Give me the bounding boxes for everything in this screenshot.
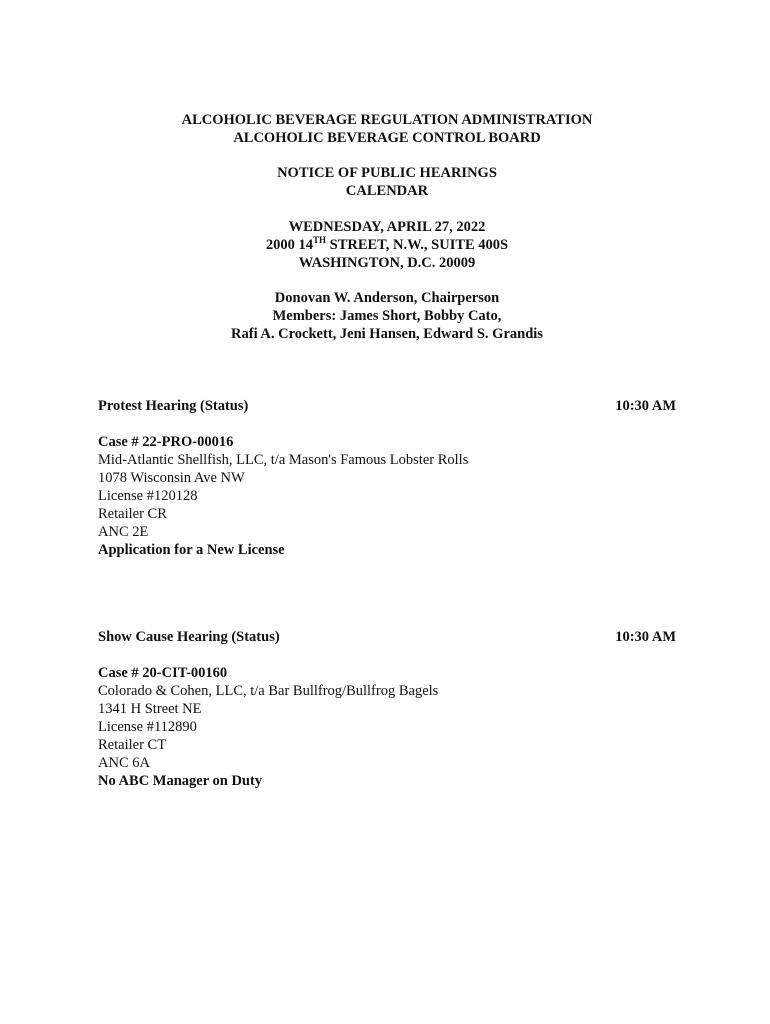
hearing-protest: [98, 397, 676, 559]
board-members: [98, 289, 676, 343]
license-number: License #120128: [98, 488, 198, 504]
address-suffix: STREET, N.W., SUITE 400S: [326, 237, 509, 253]
hearing-matter: Application for a New License: [98, 542, 285, 558]
hearing-matter: No ABC Manager on Duty: [98, 773, 263, 789]
board-line: Donovan W. Anderson, Chairperson: [274, 290, 500, 306]
anc: ANC 2E: [98, 524, 149, 540]
hearing-header: [98, 628, 676, 646]
notice-heading: [98, 164, 676, 200]
anc: ANC 6A: [98, 755, 150, 771]
license-number: License #112890: [98, 719, 197, 735]
org-line: ALCOHOLIC BEVERAGE CONTROL BOARD: [233, 130, 541, 146]
license-class: Retailer CR: [98, 506, 167, 522]
org-line: ALCOHOLIC BEVERAGE REGULATION ADMINISTRATION: [181, 112, 593, 128]
address-prefix: 2000 14: [265, 237, 313, 253]
hearing-type: Show Cause Hearing (Status): [98, 629, 280, 645]
notice-line: CALENDAR: [345, 183, 429, 199]
board-line: Members: James Short, Bobby Cato,: [272, 308, 502, 324]
notice-line: NOTICE OF PUBLIC HEARINGS: [277, 165, 497, 181]
case-number: Case # 22-PRO-00016: [98, 434, 234, 450]
licensee-name: Colorado & Cohen, LLC, t/a Bar Bullfrog/Bullfrog Bagels: [98, 683, 439, 699]
hearing-city: WASHINGTON, D.C. 20009: [298, 255, 476, 271]
licensee-name: Mid-Atlantic Shellfish, LLC, t/a Mason's Famous Lobster Rolls: [98, 452, 469, 468]
licensee-address: 1341 H Street NE: [98, 701, 202, 717]
organization-heading: [98, 111, 676, 147]
hearing-time: 10:30 AM: [615, 398, 676, 414]
hearing-show-cause: [98, 628, 676, 790]
case-number: Case # 20-CIT-00160: [98, 665, 228, 681]
hearing-address: [98, 236, 676, 254]
licensee-address: 1078 Wisconsin Ave NW: [98, 470, 245, 486]
address-superscript: TH: [312, 235, 326, 246]
hearing-header: [98, 397, 676, 415]
license-class: Retailer CT: [98, 737, 167, 753]
date-location: [98, 218, 676, 272]
board-line: Rafi A. Crockett, Jeni Hansen, Edward S. Grandis: [231, 326, 543, 342]
hearing-time: 10:30 AM: [615, 629, 676, 645]
hearing-type: Protest Hearing (Status): [98, 398, 249, 414]
hearing-date: WEDNESDAY, APRIL 27, 2022: [288, 219, 486, 235]
